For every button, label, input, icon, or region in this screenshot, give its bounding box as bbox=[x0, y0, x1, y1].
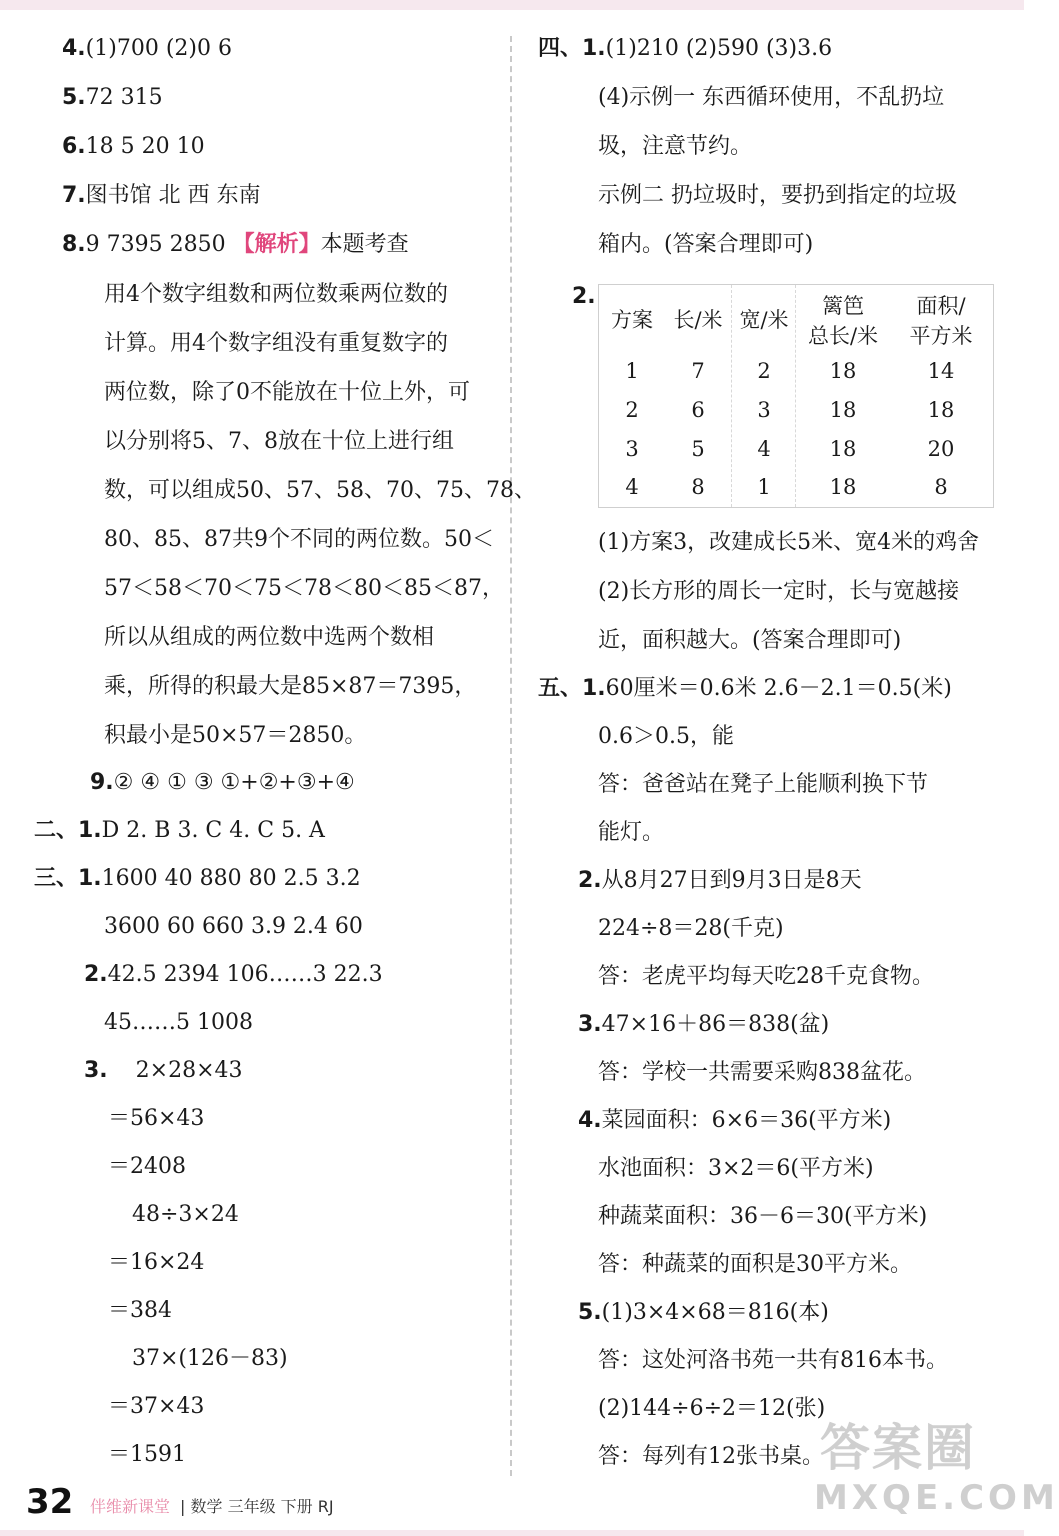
watermark-logo: 答案圈 bbox=[820, 1419, 976, 1477]
table-header-cell: 方案 bbox=[611, 308, 653, 332]
analysis-line: 所以从组成的两位数中选两个数相 bbox=[104, 625, 435, 650]
analysis-tag: 【解析】 bbox=[232, 232, 321, 257]
answer-line: 答：老虎平均每天吃28千克食物。 bbox=[598, 964, 934, 989]
calc-step: 48÷3×24 bbox=[132, 1202, 239, 1227]
answer-line: 能灯。 bbox=[598, 820, 665, 845]
table-row: 1 7 2 18 14 bbox=[625, 359, 955, 383]
answer-line: (1)方案3，改建成长5米、宽4米的鸡舍 bbox=[598, 530, 980, 555]
section-4-q2-num: 2. bbox=[572, 284, 596, 309]
analysis-line: 乘，所得的积最大是85×87＝7395， bbox=[104, 674, 477, 699]
brand-name: 伴维新课堂 bbox=[90, 1497, 171, 1516]
book-info: | 数学 三年级 下册 RJ bbox=[180, 1497, 334, 1516]
section-3-q3-line: 3. 2×28×43 bbox=[84, 1058, 243, 1083]
calc-step: ＝56×43 bbox=[108, 1106, 205, 1131]
bottom-decor-strip bbox=[0, 1530, 1024, 1536]
calc-step: ＝37×43 bbox=[108, 1394, 205, 1419]
answer-line: 答：爸爸站在凳子上能顺利换下节 bbox=[598, 772, 929, 797]
table-header-cell: 长/米 bbox=[673, 308, 723, 332]
calc-step: ＝1591 bbox=[108, 1442, 186, 1467]
answer-line: 示例二 扔垃圾时，要扔到指定的垃圾 bbox=[598, 183, 957, 208]
column-divider bbox=[510, 36, 512, 1476]
calc-step: 37×(126－83) bbox=[132, 1346, 288, 1371]
answer-line: 答：这处河洛书苑一共有816本书。 bbox=[598, 1348, 948, 1373]
answer-line: 圾，注意节约。 bbox=[598, 134, 753, 159]
analysis-line: 80、85、87共9个不同的两位数。50＜ bbox=[104, 527, 494, 552]
answer-line: 答：学校一共需要采购838盆花。 bbox=[598, 1060, 926, 1085]
watermark bbox=[790, 1400, 1059, 1530]
analysis-line: 计算。用4个数字组没有重复数字的 bbox=[104, 331, 448, 356]
answer-5: 5.72 315 bbox=[62, 85, 163, 110]
answer-8-head: 8.9 7395 2850 【解析】本题考查 bbox=[62, 232, 409, 257]
table-row: 3 5 4 18 20 bbox=[625, 437, 955, 461]
section-5-q5-line1: 5.(1)3×4×68＝816(本) bbox=[578, 1300, 829, 1325]
plan-table bbox=[598, 284, 994, 508]
calc-step: ＝16×24 bbox=[108, 1250, 205, 1275]
table-header-cell: 篱笆 总长/米 bbox=[807, 294, 879, 348]
section-5-q1-line1: 五、1.60厘米＝0.6米 2.6－2.1＝0.5(米) bbox=[538, 676, 952, 701]
answer-line: 种蔬菜面积：36－6＝30(平方米) bbox=[598, 1204, 928, 1229]
section-4-q1-line1: 四、1.(1)210 (2)590 (3)3.6 bbox=[538, 36, 833, 61]
section-5-q2-line1: 2.从8月27日到9月3日是8天 bbox=[578, 868, 862, 893]
table-header-cell: 面积/ 平方米 bbox=[909, 294, 973, 348]
section-3-q2-line1: 2.42.5 2394 106……3 22.3 bbox=[84, 962, 383, 987]
answer-9: 9.② ④ ① ③ ①+②+③+④ bbox=[90, 770, 355, 795]
section-3-q1-line2: 3600 60 660 3.9 2.4 60 bbox=[104, 914, 363, 939]
answer-line: (2)144÷6÷2＝12(张) bbox=[598, 1396, 826, 1421]
table-row: 2 6 3 18 18 bbox=[625, 398, 955, 422]
section-5-q4-line1: 4.菜园面积：6×6＝36(平方米) bbox=[578, 1108, 892, 1133]
table-row: 4 8 1 18 8 bbox=[625, 475, 948, 499]
analysis-line: 积最小是50×57＝2850。 bbox=[104, 723, 367, 748]
answer-line: 箱内。(答案合理即可) bbox=[598, 232, 814, 257]
page-number: 32 bbox=[26, 1482, 74, 1522]
section-5-q3-line1: 3.47×16＋86＝838(盆) bbox=[578, 1012, 830, 1037]
answer-line: 答：每列有12张书桌。 bbox=[598, 1444, 824, 1469]
section-3-q2-line2: 45……5 1008 bbox=[104, 1010, 253, 1035]
calc-step: ＝2408 bbox=[108, 1154, 186, 1179]
analysis-line: 57＜58＜70＜75＜78＜80＜85＜87， bbox=[104, 576, 504, 601]
answer-line: 近，面积越大。(答案合理即可) bbox=[598, 628, 902, 653]
answer-line: (4)示例一 东西循环使用，不乱扔垃 bbox=[598, 85, 945, 110]
section-3-q1-line1: 三、1.1600 40 880 80 2.5 3.2 bbox=[34, 866, 361, 891]
answer-line: 水池面积：3×2＝6(平方米) bbox=[598, 1156, 874, 1181]
answer-4: 4.(1)700 (2)0 6 bbox=[62, 36, 232, 61]
analysis-line: 用4个数字组数和两位数乘两位数的 bbox=[104, 282, 448, 307]
watermark-url: MXQE.COM bbox=[814, 1478, 1059, 1518]
analysis-line: 以分别将5、7、8放在十位上进行组 bbox=[104, 429, 454, 454]
answer-6: 6.18 5 20 10 bbox=[62, 134, 205, 159]
table-header-row bbox=[599, 291, 993, 353]
answer-line: 答：种蔬菜的面积是30平方米。 bbox=[598, 1252, 912, 1277]
top-decor-strip bbox=[0, 0, 1024, 10]
answer-line: (2)长方形的周长一定时，长与宽越接 bbox=[598, 579, 960, 604]
answer-line: 0.6＞0.5，能 bbox=[598, 724, 734, 749]
answer-line: 224÷8＝28(千克) bbox=[598, 916, 784, 941]
section-2-answers: 二、1.D 2. B 3. C 4. C 5. A bbox=[34, 818, 325, 843]
analysis-line: 两位数，除了0不能放在十位上外，可 bbox=[104, 380, 470, 405]
calc-step: ＝384 bbox=[108, 1298, 172, 1323]
analysis-line: 数，可以组成50、57、58、70、75、78、 bbox=[104, 478, 536, 503]
answer-7: 7.图书馆 北 西 东南 bbox=[62, 183, 261, 208]
table-header-cell: 宽/米 bbox=[739, 308, 789, 332]
